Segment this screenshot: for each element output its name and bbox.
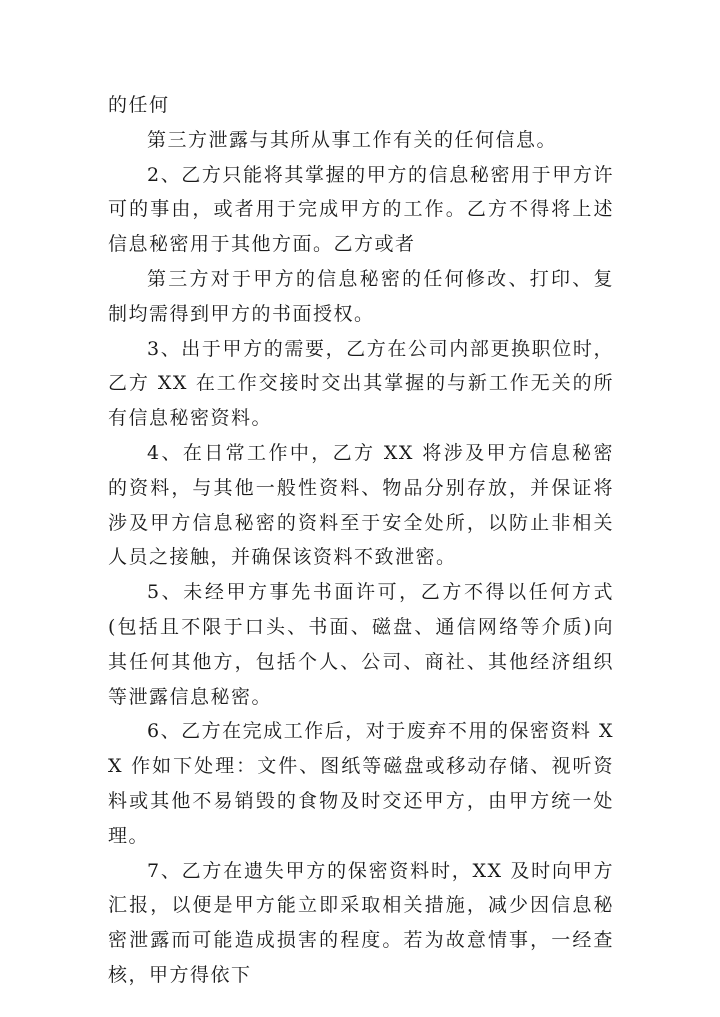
paragraph-clause-2: 2、乙方只能将其掌握的甲方的信息秘密用于甲方许可的事由，或者用于完成甲方的工作。乙方不得将上述信息秘密用于其他方面。乙方或者 (108, 163, 614, 256)
paragraph-authorization: 第三方对于甲方的信息秘密的任何修改、打印、复制均需得到甲方的书面授权。 (108, 267, 614, 325)
paragraph-clause-4: 4、在日常工作中，乙方 XX 将涉及甲方信息秘密的资料，与其他一般性资料、物品分别存放，并保证将涉及甲方信息秘密的资料至于安全处所，以防止非相关人员之接触，并确保该资料不致泄密。 (108, 441, 614, 569)
paragraph-clause-3: 3、出于甲方的需要，乙方在公司内部更换职位时，乙方 XX 在工作交接时交出其掌握的与新工作无关的所有信息秘密资料。 (108, 337, 614, 430)
document-body (108, 88, 614, 993)
paragraph-continuation: 的任何 (108, 94, 170, 116)
paragraph-clause-7: 7、乙方在遗失甲方的保密资料时，XX 及时向甲方汇报，以便是甲方能立即采取相关措施，减少因信息秘密泄露而可能造成损害的程度。若为故意情事，一经查核，甲方得依下 (108, 859, 614, 986)
paragraph-clause-5: 5、未经甲方事先书面许可，乙方不得以任何方式(包括且不限于口头、书面、磁盘、通信网络等介质)向其任何其他方，包括个人、公司、商社、其他经济组织等泄露信息秘密。 (108, 581, 614, 708)
paragraph-third-party: 第三方泄露与其所从事工作有关的任何信息。 (147, 128, 558, 151)
paragraph-clause-6: 6、乙方在完成工作后，对于废弃不用的保密资料 XX 作如下处理：文件、图纸等磁盘或移动存储、视听资料或其他不易销毁的食物及时交还甲方，由甲方统一处理。 (108, 720, 614, 847)
